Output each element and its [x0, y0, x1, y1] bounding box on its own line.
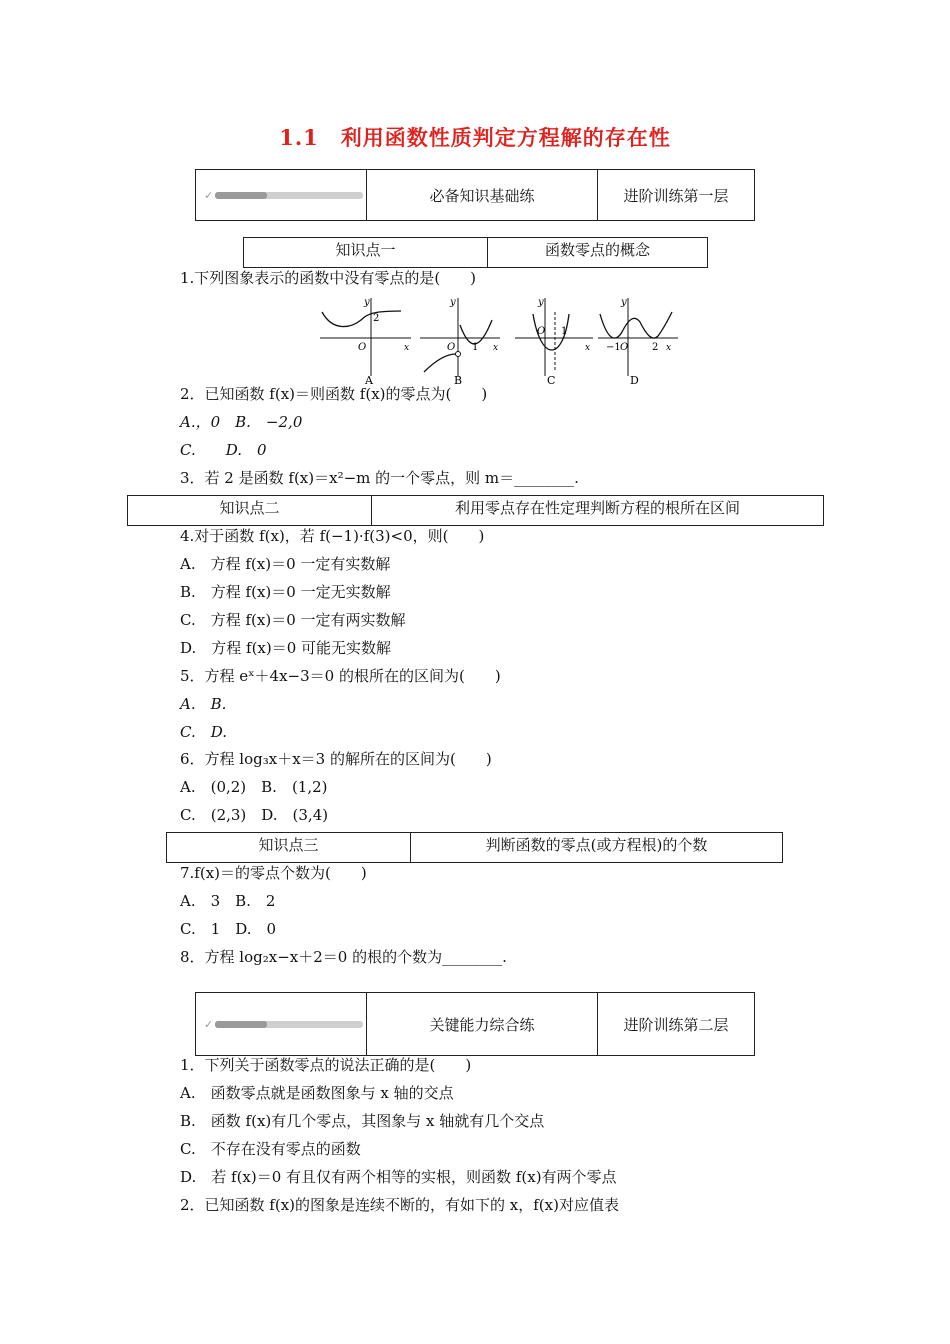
graph-a-mark: 2	[373, 313, 380, 324]
problem-1-option-a: A. 函数零点就是函数图象与 x 轴的交点	[180, 1084, 454, 1102]
kp-topic: 函数零点的概念	[544, 241, 650, 259]
section-name: 关键能力综合练	[367, 993, 598, 1055]
progress-bar	[215, 1021, 363, 1028]
graph-c-mark: 1	[561, 326, 568, 337]
question-7: 7.f(x)＝的零点个数为( )	[180, 864, 367, 882]
graph-a	[320, 297, 411, 387]
kp-label: 知识点二	[128, 496, 372, 525]
knowledge-point-2	[127, 495, 824, 526]
section-banner-advanced	[195, 992, 755, 1056]
graph-c-origin: O	[537, 326, 546, 337]
question-2-options-cd: C. D. 0	[180, 441, 267, 459]
question-7-options-ab: A. 3 B. 2	[180, 892, 276, 910]
question-4-option-d: D. 方程 f(x)＝0 可能无实数解	[180, 639, 392, 657]
graph-d-mark-left: −1	[606, 342, 621, 353]
question-5-options-ab: A. B.	[180, 695, 227, 713]
graph-a-origin: O	[358, 342, 367, 353]
kp-label: 知识点一	[244, 238, 488, 267]
problem-1: 1．下列关于函数零点的说法正确的是( )	[180, 1056, 472, 1074]
problem-1-option-d: D. 若 f(x)＝0 有且仅有两个相等的实根，则函数 f(x)有两个零点	[180, 1168, 617, 1186]
question-4-option-a: A. 方程 f(x)＝0 一定有实数解	[180, 555, 391, 573]
question-1-graphs	[315, 292, 685, 392]
check-icon: ✓	[204, 188, 214, 202]
graph-b-mark: 1	[472, 342, 479, 353]
section-banner-basic	[195, 169, 755, 221]
problem-2: 2．已知函数 f(x)的图象是连续不断的，有如下的 x，f(x)对应值表	[180, 1196, 619, 1214]
graph-c-y-label: y	[538, 297, 544, 308]
progress-bar	[215, 192, 363, 199]
graph-b-y-label: y	[450, 297, 456, 308]
question-5: 5．方程 eˣ＋4x−3＝0 的根所在的区间为( )	[180, 667, 501, 685]
graph-d-y-label: y	[621, 297, 627, 308]
kp-topic: 利用零点存在性定理判断方程的根所在区间	[454, 499, 740, 517]
knowledge-point-3	[166, 832, 783, 863]
graph-b-origin: O	[447, 342, 456, 353]
question-3: 3．若 2 是函数 f(x)＝x²−m 的一个零点，则 m＝________.	[180, 469, 579, 487]
graph-a-y-label: y	[364, 297, 370, 308]
question-2-options-ab: A.，0 B. −2,0	[180, 413, 303, 431]
question-8: 8．方程 log₂x−x＋2＝0 的根的个数为________.	[180, 948, 507, 966]
page-title: 1.1 利用函数性质判定方程解的存在性	[279, 125, 671, 150]
graph-a-label: A	[365, 374, 373, 387]
question-7-options-cd: C. 1 D. 0	[180, 920, 277, 938]
section-name: 必备知识基础练	[367, 170, 598, 220]
graph-d-x-label: x	[666, 343, 672, 353]
question-4-option-c: C. 方程 f(x)＝0 一定有两实数解	[180, 611, 406, 629]
progress-indicator	[196, 170, 367, 220]
question-1: 1.下列图象表示的函数中没有零点的是( )	[180, 269, 477, 287]
graph-c	[515, 297, 593, 387]
graph-b	[420, 297, 500, 387]
problem-1-option-b: B. 函数 f(x)有几个零点，其图象与 x 轴就有几个交点	[180, 1112, 545, 1130]
kp-label: 知识点三	[167, 833, 411, 862]
question-6: 6．方程 log₃x＋x＝3 的解所在的区间为( )	[180, 750, 492, 768]
graph-b-label: B	[454, 374, 463, 387]
graph-d-origin: O	[620, 342, 629, 353]
question-5-options-cd: C. D.	[180, 723, 227, 741]
graph-d-mark-right: 2	[652, 342, 659, 353]
question-4: 4.对于函数 f(x)，若 f(−1)·f(3)<0，则( )	[180, 527, 485, 545]
section-level: 进阶训练第一层	[623, 186, 729, 205]
graph-d-label: D	[630, 374, 639, 387]
graph-c-label: C	[547, 374, 556, 387]
question-6-options-ab: A. (0,2) B. (1,2)	[180, 778, 328, 796]
graph-b-x-label: x	[493, 343, 499, 353]
problem-1-option-c: C. 不存在没有零点的函数	[180, 1140, 361, 1158]
graph-d	[598, 297, 678, 387]
question-2: 2．已知函数 f(x)＝则函数 f(x)的零点为( )	[180, 385, 488, 403]
graph-a-x-label: x	[404, 343, 410, 353]
check-icon: ✓	[204, 1017, 214, 1031]
knowledge-point-1	[243, 237, 708, 268]
graph-c-x-label: x	[585, 343, 591, 353]
question-4-option-b: B. 方程 f(x)＝0 一定无实数解	[180, 583, 391, 601]
kp-topic: 判断函数的零点(或方程根)的个数	[485, 836, 708, 854]
question-6-options-cd: C. (2,3) D. (3,4)	[180, 806, 329, 824]
progress-indicator	[196, 993, 367, 1055]
section-level: 进阶训练第二层	[623, 1015, 729, 1034]
